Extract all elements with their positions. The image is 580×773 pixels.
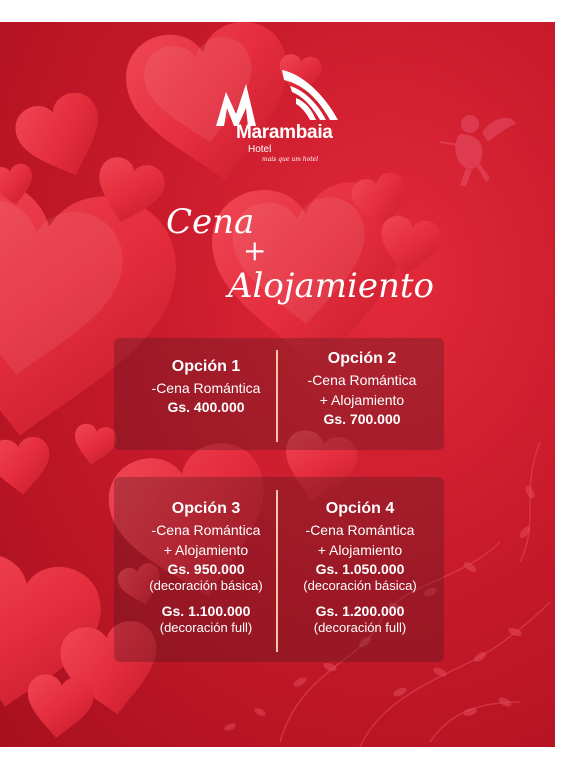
option-4 [280,498,440,636]
leaf-icon [223,722,236,732]
option-line: -Cena Romántica [151,522,261,538]
option-note: (decoración full) [313,620,407,635]
option-title: Opción 2 [327,350,397,367]
option-note: (decoración básica) [149,578,263,593]
option-price: Gs. 1.100.000 [161,603,251,619]
option-line: + Alojamiento [317,542,403,558]
cupid-icon [430,102,520,192]
option-title: Opción 3 [171,500,241,517]
title-alojamiento: Alojamiento [228,266,434,306]
option-price: Gs. 1.200.000 [315,603,405,619]
option-price: Gs. 700.000 [323,411,401,427]
leaf-icon [472,650,487,664]
option-price: Gs. 1.050.000 [315,561,405,577]
title-cena: Cena [166,202,255,242]
option-1 [126,356,286,416]
option-line: -Cena Romántica [307,372,417,388]
promo-poster [0,22,555,747]
option-note: (decoración básica) [303,578,417,593]
option-line: + Alojamiento [319,392,405,408]
brand-sub: Hotel [248,144,272,155]
option-title: Opción 4 [325,500,395,517]
option-line: -Cena Romántica [305,522,415,538]
option-3 [126,498,286,636]
leaf-icon [253,707,266,718]
option-2 [282,348,442,428]
option-price: Gs. 950.000 [167,561,245,577]
leaf-icon [292,675,308,688]
title-plus: + [243,234,267,267]
option-title: Opción 1 [171,358,241,375]
brand-name: Marambaia [236,122,333,143]
option-note: (decoración full) [159,620,253,635]
option-price: Gs. 400.000 [167,399,245,415]
brand-tagline: mais que um hotel [262,156,319,163]
hotel-logo [212,62,352,182]
option-line: -Cena Romántica [151,380,261,396]
option-line: + Alojamiento [163,542,249,558]
